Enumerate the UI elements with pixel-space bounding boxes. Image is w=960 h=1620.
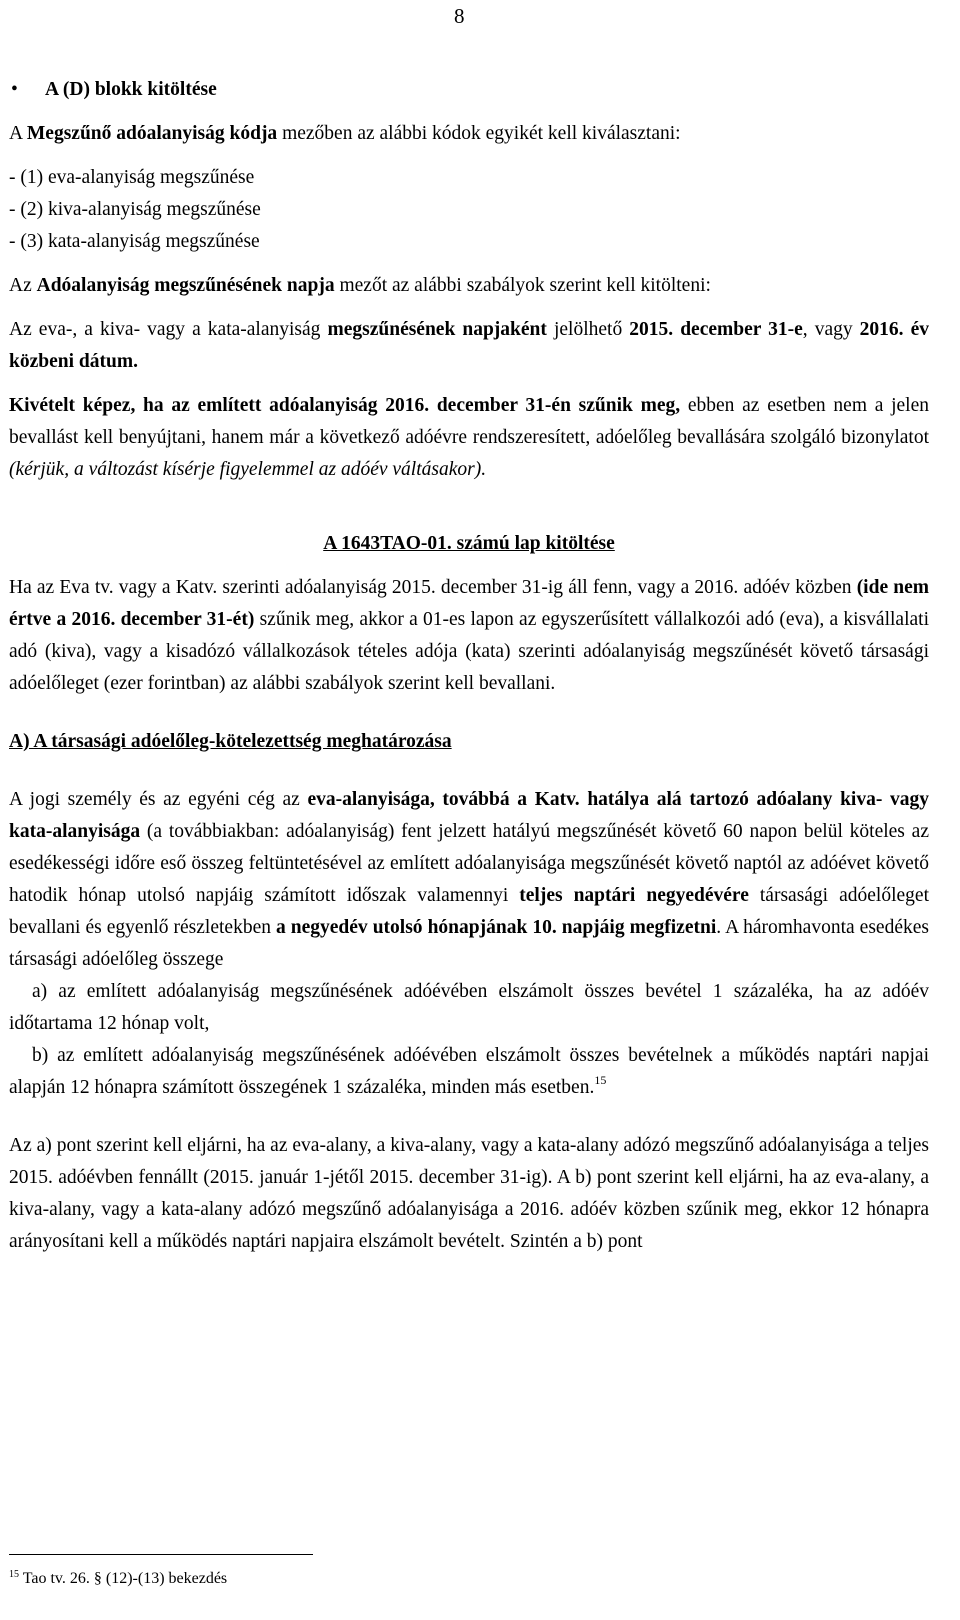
list-item-b: [9, 1040, 929, 1104]
section-a-bold: eva-alanyisága, továbbá a Katv. hatálya alá tartozó adóalany kiva- vagy kata-alanyisága: [9, 789, 929, 842]
list-item-b-text: b) az említett adóalanyiság megszűnésének adóévében elszámolt összes bevételnek a működés naptári napjai alapján 12 hónapra számított összegének 1 százaléka, minden más esetben.: [9, 1045, 929, 1098]
section-a-paragraph: [9, 784, 929, 976]
section-a-heading: A) A társasági adóelőleg-kötelezettség meghatározása: [9, 731, 452, 752]
sheet-text: szűnik meg, akkor a 01-es lapon az egyszerűsített vállalkozói adó (eva), a kisvállalati adó (kiva), vagy a kisadózó vállalkozások tételes adója (kata) szerinti adóalanyiság megszűnését követő társasági adóelőleget (ezer forintban) az alábbi szabályok szerint kell bevallani.: [9, 609, 929, 694]
block-d-heading-text: A (D) blokk kitöltése: [45, 79, 217, 100]
section-a-text: (a továbbiakban: adóalanyiság) fent jelzett hatályú megszűnését követő 60 napon belül köteles az esedékességi időre eső összeg feltüntetésével az említett adóalanyisága megszűnését követő naptól az adóévet követő hatodik hónap utolsó napjáig számított időszak valamennyi: [9, 821, 929, 906]
code-item: - (2) kiva-alanyiság megszűnése: [9, 199, 261, 220]
section-a-bold: a negyedév utolsó hónapjának 10. napjáig megfizetni: [276, 917, 717, 938]
footnote-number: 15: [9, 1569, 19, 1580]
footnote-divider: [9, 1554, 313, 1555]
intro-text-end: mezőben az alábbi kódok egyikét kell kiválasztani:: [277, 123, 681, 144]
closing-paragraph: Az a) pont szerint kell eljárni, ha az eva-alany, a kiva-alany, vagy a kata-alany adózó megszűnő adóalanyisága a teljes 2015. adóévben fennállt (2015. január 1-jétől 2015. december 31-ig). A b) pont szerint kell eljárni, ha az eva-alany, a kiva-alany, vagy a kata-alany adózó megszűnő adóalanyisága a 2016. adóév közben szűnik meg, ekkor 12 hónapra arányosítani kell a működés naptári napjaira elszámolt bevételt. Szintén a b) pont: [9, 1135, 929, 1252]
footnote-reference[interactable]: 15: [594, 1073, 607, 1087]
date-intro-text: Az: [9, 275, 37, 296]
list-item-a: a) az említett adóalanyiság megszűnésének adóévében elszámolt összes bevétel 1 százaléka, ha az adóév időtartama 12 hónap volt,: [9, 981, 929, 1034]
section-a-text: . A háromhavonta esedékes társasági adóelőleg összege: [9, 917, 929, 970]
code-item: - (3) kata-alanyiság megszűnése: [9, 231, 260, 252]
section-a-text: A jogi személy és az egyéni cég az: [9, 789, 308, 810]
rule-text: , vagy: [802, 319, 860, 340]
footnote-text: Tao tv. 26. § (12)-(13) bekezdés: [19, 1570, 228, 1587]
section-a-bold: teljes naptári negyedévére: [519, 885, 749, 906]
sheet-title: A 1643TAO-01. számú lap kitöltése: [323, 533, 615, 554]
bullet-icon: •: [11, 79, 18, 100]
exception-paragraph: [9, 390, 929, 486]
document-body: [9, 74, 929, 1258]
page-number: 8: [454, 4, 465, 28]
rule-text: jelölhető: [546, 319, 630, 340]
section-a-text: társasági adóelőleget bevallani és egyenlő részletekben: [9, 885, 929, 938]
intro-text: A: [9, 123, 27, 144]
rule-bold: 2016. év közbeni dátum.: [9, 319, 930, 372]
exception-italic: (kérjük, a változást kísérje figyelemmel az adóév váltásakor).: [9, 459, 487, 480]
date-intro-text-end: mezőt az alábbi szabályok szerint kell kitölteni:: [334, 275, 711, 296]
footnote: [9, 1568, 227, 1590]
date-field-name: Adóalanyiság megszűnésének napja: [36, 275, 335, 296]
block-d-heading: [9, 74, 929, 106]
exception-bold: Kivételt képez, ha az említett adóalanyiság 2016. december 31-én szűnik meg,: [9, 395, 681, 416]
code-item: - (1) eva-alanyiság megszűnése: [9, 167, 255, 188]
block-d-intro: [9, 118, 929, 150]
sheet-paragraph: [9, 572, 929, 700]
sheet-text: Ha az Eva tv. vagy a Katv. szerinti adóalanyiság 2015. december 31-ig áll fenn, vagy a 2016. adóév közben: [9, 577, 857, 598]
intro-field-name: Megszűnő adóalanyiság kódja: [26, 123, 278, 144]
exception-text: ebben az esetben nem a jelen bevallást kell benyújtani, hanem már a következő adóévre rendszeresített, adóelőleg bevallására szolgáló bizonylatot: [9, 395, 930, 448]
rule-bold: megszűnésének napjaként: [327, 319, 547, 340]
sheet-bold: (ide nem értve a 2016. december 31-ét): [9, 577, 930, 630]
date-intro: [9, 270, 929, 302]
rule-bold: 2015. december 31-e: [629, 319, 803, 340]
date-rule: [9, 314, 929, 378]
rule-text: Az eva-, a kiva- vagy a kata-alanyiság: [9, 319, 328, 340]
